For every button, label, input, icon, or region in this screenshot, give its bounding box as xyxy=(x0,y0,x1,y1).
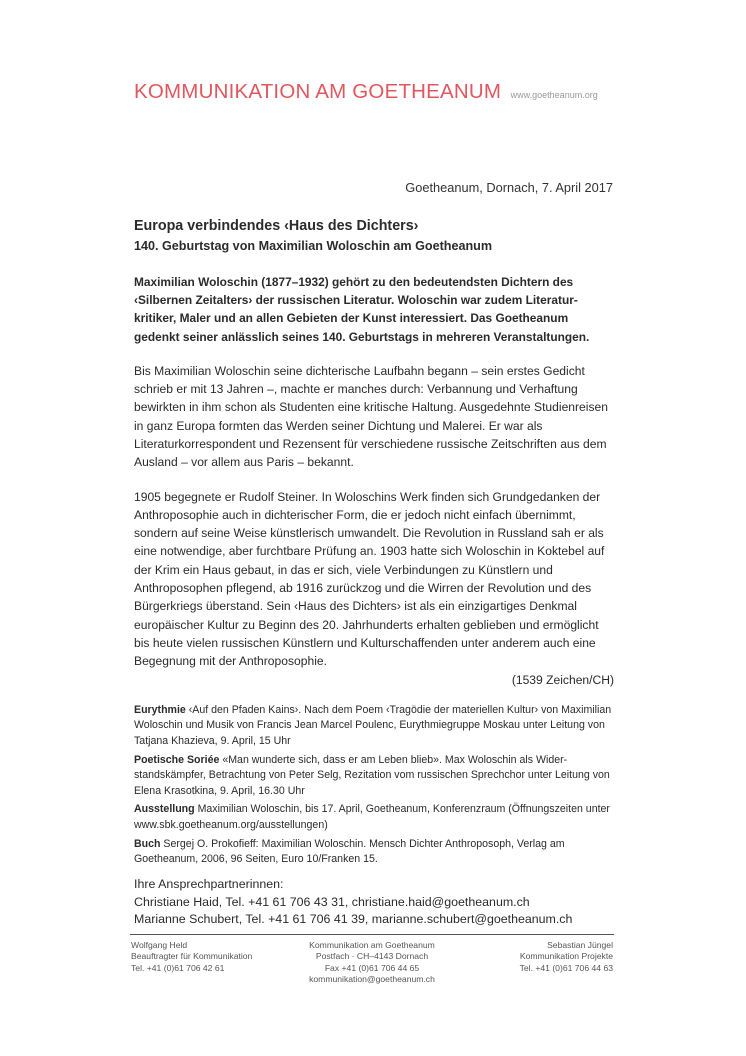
event-item xyxy=(134,802,614,833)
footer-line: Tel. +41 (0)61 706 44 63 xyxy=(519,962,613,973)
website-url[interactable]: www.goetheanum.org xyxy=(510,90,598,100)
footer-left xyxy=(131,940,252,974)
footer-line: Kommunikation am Goetheanum xyxy=(309,940,435,950)
body-paragraph-1: Bis Maximilian Woloschin seine dichterische Laufbahn begann – sein erstes Gedicht schrieb er mit 13 Jahren –, machte er manches durch: Verbannung und Verhaftung bewirkten in ihm schon als Studenten eine kritische Haltung. Ausgedehnte Studienreisen in ganz Europa formten das Werden seiner Dichtung und Malerei. Er war als Literaturkorrespondent und Rezensent für verschiedene russische Zeitschriften aus dem Ausland – vor allem aus Paris – bekannt. xyxy=(134,363,608,470)
event-label: Eurythmie xyxy=(134,703,186,716)
footer-divider xyxy=(130,934,614,935)
body-paragraph-2 xyxy=(134,488,614,689)
event-label: Poetische Soriée xyxy=(134,753,220,766)
event-item xyxy=(134,837,614,868)
footer-line: Sebastian Jüngel xyxy=(547,940,613,950)
press-release-body xyxy=(134,216,614,871)
letterhead xyxy=(134,80,598,104)
contact-block xyxy=(134,876,572,929)
event-text: Maximilian Woloschin, bis 17. April, Goetheanum, Konferenzraum (Öffnungszeiten unter www.sbk.goetheanum.org/ausstellungen) xyxy=(134,803,610,832)
footer-line: Tel. +41 (0)61 706 42 61 xyxy=(131,962,225,973)
event-item xyxy=(134,753,614,800)
event-label: Buch xyxy=(134,837,161,850)
event-label: Ausstellung xyxy=(134,803,195,816)
footer-line: Wolfgang Held xyxy=(131,940,188,950)
dateline: Goetheanum, Dornach, 7. April 2017 xyxy=(405,180,613,195)
headline: Europa verbindendes ‹Haus des Dichters› xyxy=(134,218,419,234)
contact-heading: Ihre Ansprechpartnerinnen: xyxy=(134,877,284,891)
event-text: Sergej O. Prokofieff: Maximilian Woloschin. Mensch Dichter Anthroposoph, Verlag am Goetheanum, 2006, 96 Seiten, Euro 10/Franken 15. xyxy=(134,837,565,866)
contact-line: Christiane Haid, Tel. +41 61 706 43 31, christiane.haid@goetheanum.ch xyxy=(134,894,530,909)
body-paragraph-2-text: 1905 begegnete er Rudolf Steiner. In Woloschins Werk finden sich Grundgedanken der Anthroposophie auch in dichterischer Form, die er jedoch nicht einfach übernimmt, sondern auf seine Weise künstlerisch umwandelt. Die Revolution in Russland sah er als eine notwendige, aber furchtbare Prüfung an. 1903 hatte sich Woloschin in Koktebel auf der Krim ein Haus gebaut, in das er sich, viele Verbindungen zu Künstlern und Anthroposophen pflegend, ab 1916 zurückzog und die Wirren der Revolution und des Bürgerkriegs überstand. Sein ‹Haus des Dichters› ist als ein einzigartiges Denkmal europäischer Kultur zu Beginn des 20. Jahrhunderts erhalten geblieben und ermöglicht bis heute vielen russischen Künstlern und Kulturschaffenden unter anderem auch eine Begegnung mit der Anthroposophie. xyxy=(134,489,605,669)
event-item xyxy=(134,703,614,750)
event-text: «Man wunderte sich, dass er am Leben blieb». Max Woloschin als Widerstandskämpfer, Betrachtung von Peter Selg, Rezitation vom russischen Sprechchor unter Leitung von Elena Krasotkina, 9. April, 16.30 Uhr xyxy=(134,753,610,797)
footer-center xyxy=(296,940,448,986)
brand-name: KOMMUNIKATION AM GOETHEANUM xyxy=(134,80,502,103)
footer-line: Postfach · CH–4143 Dornach xyxy=(315,951,429,962)
footer-right xyxy=(520,940,613,974)
footer-email[interactable]: kommunikation@goetheanum.ch xyxy=(309,974,435,985)
event-text: ‹Auf den Pfaden Kains›. Nach dem Poem ‹Tragödie der materiellen Kultur› von Maximilian Woloschin und Musik von Francis Jean Marcel Poulenc, Eurythmiegruppe Moskau unter Leitung von Tatjana Khazieva, 9. April, 15 Uhr xyxy=(134,703,612,748)
subheadline: 140. Geburtstag von Maximilian Woloschin am Goetheanum xyxy=(134,239,493,253)
lead-paragraph: Maximilian Woloschin (1877–1932) gehört zu den bedeutendsten Dichtern des ‹Silbernen Zeitalters› der russischen Literatur. Woloschin war zudem Literaturkritiker, Maler und an allen Gebieten der Kunst interessiert. Das Goetheanum gedenkt seiner anlässlich seines 140. Geburtstags in mehreren Veranstaltungen. xyxy=(134,275,590,344)
footer-line: Kommunikation Projekte xyxy=(519,951,613,962)
character-count: (1539 Zeichen/CH) xyxy=(511,672,614,687)
footer-line: Fax +41 (0)61 706 44 65 xyxy=(324,962,420,973)
event-list xyxy=(134,703,614,868)
footer-line: Beauftragter für Kommunikation xyxy=(131,951,253,962)
contact-line: Marianne Schubert, Tel. +41 61 706 41 39, marianne.schubert@goetheanum.ch xyxy=(134,912,573,926)
